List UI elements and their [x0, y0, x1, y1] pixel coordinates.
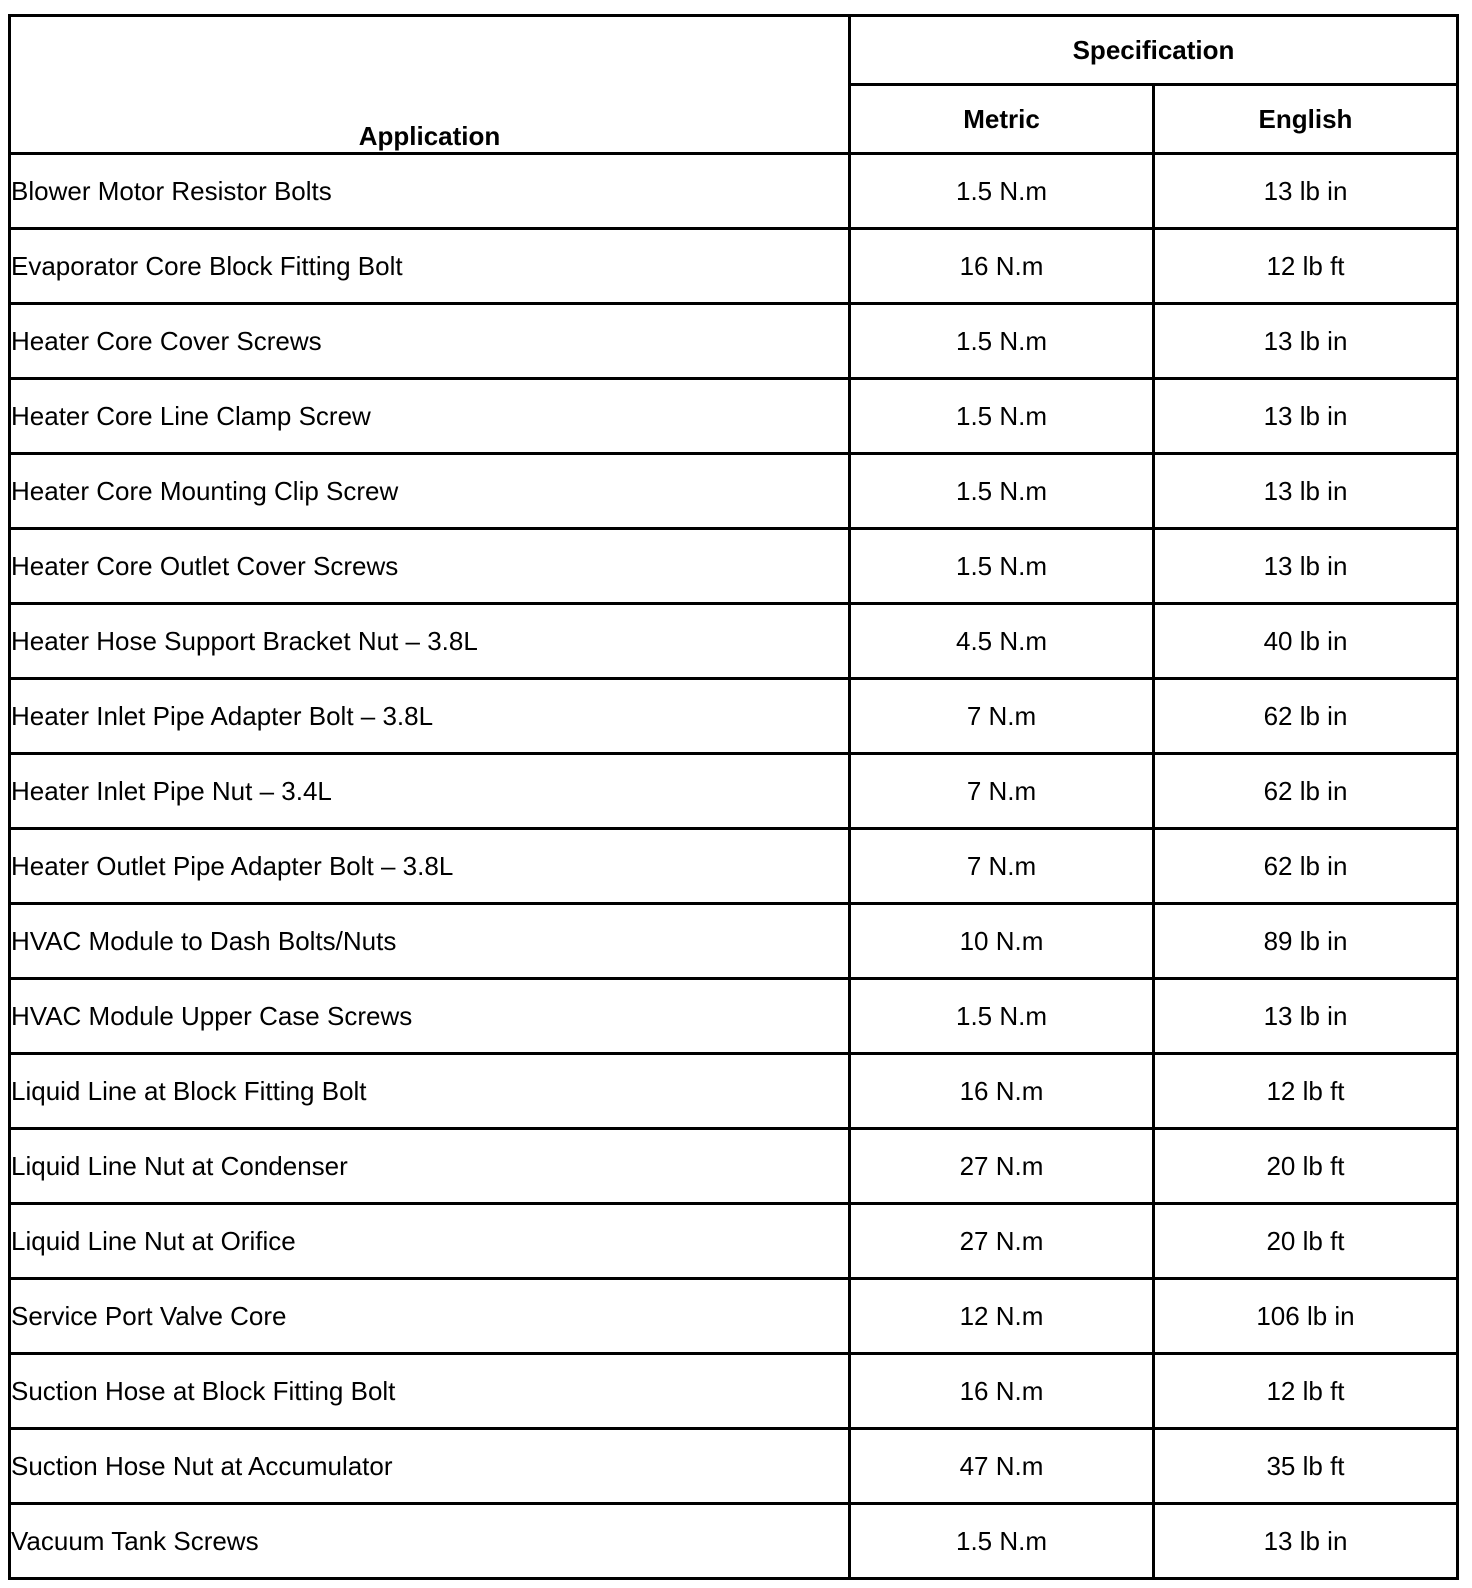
- english-cell: 106 lb in: [1154, 1279, 1458, 1354]
- metric-cell: 10 N.m: [850, 904, 1154, 979]
- table-row: [10, 454, 1458, 529]
- english-cell: 12 lb ft: [1154, 1354, 1458, 1429]
- table-body: [10, 154, 1458, 1579]
- table-row: [10, 1354, 1458, 1429]
- table-row: [10, 1129, 1458, 1204]
- table-row: [10, 979, 1458, 1054]
- english-cell: 20 lb ft: [1154, 1204, 1458, 1279]
- application-cell: Heater Hose Support Bracket Nut – 3.8L: [10, 604, 850, 679]
- english-cell: 13 lb in: [1154, 379, 1458, 454]
- specification-table: [8, 14, 1459, 1580]
- english-cell: 35 lb ft: [1154, 1429, 1458, 1504]
- application-cell: HVAC Module Upper Case Screws: [10, 979, 850, 1054]
- metric-cell: 1.5 N.m: [850, 154, 1154, 229]
- metric-cell: 1.5 N.m: [850, 304, 1154, 379]
- english-cell: 89 lb in: [1154, 904, 1458, 979]
- table-row: [10, 529, 1458, 604]
- application-cell: Suction Hose at Block Fitting Bolt: [10, 1354, 850, 1429]
- application-cell: Blower Motor Resistor Bolts: [10, 154, 850, 229]
- table-row: [10, 304, 1458, 379]
- metric-cell: 1.5 N.m: [850, 1504, 1154, 1579]
- application-cell: Heater Core Line Clamp Screw: [10, 379, 850, 454]
- english-cell: 13 lb in: [1154, 304, 1458, 379]
- english-cell: 13 lb in: [1154, 454, 1458, 529]
- metric-cell: 7 N.m: [850, 754, 1154, 829]
- application-cell: Liquid Line at Block Fitting Bolt: [10, 1054, 850, 1129]
- application-cell: Liquid Line Nut at Orifice: [10, 1204, 850, 1279]
- application-header: Application: [10, 16, 850, 154]
- english-cell: 12 lb ft: [1154, 229, 1458, 304]
- application-cell: Service Port Valve Core: [10, 1279, 850, 1354]
- application-cell: Heater Core Mounting Clip Screw: [10, 454, 850, 529]
- metric-cell: 7 N.m: [850, 829, 1154, 904]
- header-row-top: [10, 16, 1458, 85]
- table-row: [10, 904, 1458, 979]
- table-row: [10, 1429, 1458, 1504]
- metric-cell: 12 N.m: [850, 1279, 1154, 1354]
- metric-cell: 4.5 N.m: [850, 604, 1154, 679]
- application-cell: Heater Inlet Pipe Adapter Bolt – 3.8L: [10, 679, 850, 754]
- metric-cell: 1.5 N.m: [850, 454, 1154, 529]
- application-cell: Suction Hose Nut at Accumulator: [10, 1429, 850, 1504]
- application-cell: Heater Inlet Pipe Nut – 3.4L: [10, 754, 850, 829]
- table-row: [10, 154, 1458, 229]
- metric-cell: 1.5 N.m: [850, 529, 1154, 604]
- application-cell: Vacuum Tank Screws: [10, 1504, 850, 1579]
- metric-cell: 7 N.m: [850, 679, 1154, 754]
- english-cell: 13 lb in: [1154, 529, 1458, 604]
- table-row: [10, 379, 1458, 454]
- table-row: [10, 754, 1458, 829]
- english-cell: 13 lb in: [1154, 979, 1458, 1054]
- english-cell: 13 lb in: [1154, 154, 1458, 229]
- english-cell: 13 lb in: [1154, 1504, 1458, 1579]
- table-row: [10, 1504, 1458, 1579]
- english-cell: 62 lb in: [1154, 829, 1458, 904]
- metric-header: Metric: [850, 85, 1154, 154]
- application-cell: HVAC Module to Dash Bolts/Nuts: [10, 904, 850, 979]
- english-cell: 20 lb ft: [1154, 1129, 1458, 1204]
- application-cell: Heater Core Outlet Cover Screws: [10, 529, 850, 604]
- application-cell: Liquid Line Nut at Condenser: [10, 1129, 850, 1204]
- table-row: [10, 1054, 1458, 1129]
- english-cell: 40 lb in: [1154, 604, 1458, 679]
- application-cell: Evaporator Core Block Fitting Bolt: [10, 229, 850, 304]
- table-row: [10, 1204, 1458, 1279]
- metric-cell: 47 N.m: [850, 1429, 1154, 1504]
- application-cell: Heater Core Cover Screws: [10, 304, 850, 379]
- english-header: English: [1154, 85, 1458, 154]
- table-row: [10, 1279, 1458, 1354]
- metric-cell: 16 N.m: [850, 1354, 1154, 1429]
- table-row: [10, 604, 1458, 679]
- metric-cell: 1.5 N.m: [850, 979, 1154, 1054]
- metric-cell: 1.5 N.m: [850, 379, 1154, 454]
- metric-cell: 27 N.m: [850, 1129, 1154, 1204]
- english-cell: 62 lb in: [1154, 754, 1458, 829]
- specification-header: Specification: [850, 16, 1458, 85]
- table-header: [10, 16, 1458, 154]
- application-cell: Heater Outlet Pipe Adapter Bolt – 3.8L: [10, 829, 850, 904]
- metric-cell: 27 N.m: [850, 1204, 1154, 1279]
- english-cell: 12 lb ft: [1154, 1054, 1458, 1129]
- metric-cell: 16 N.m: [850, 1054, 1154, 1129]
- table-row: [10, 679, 1458, 754]
- english-cell: 62 lb in: [1154, 679, 1458, 754]
- table-row: [10, 229, 1458, 304]
- metric-cell: 16 N.m: [850, 229, 1154, 304]
- table-row: [10, 829, 1458, 904]
